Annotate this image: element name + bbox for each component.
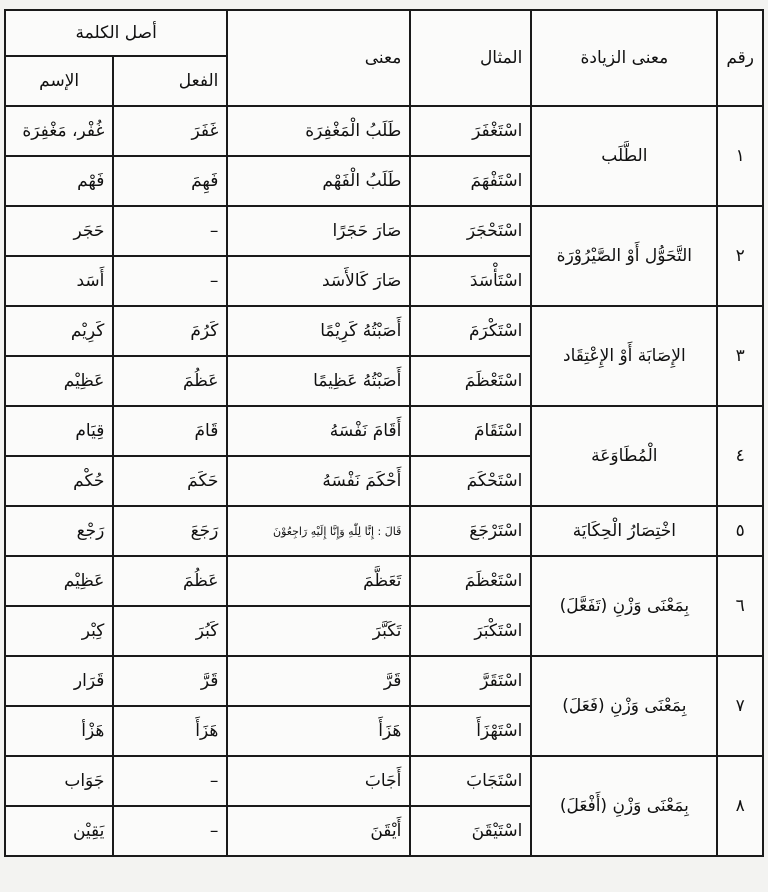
header-verb: الفعل [113,56,227,106]
row-number: ٤ [717,406,763,506]
verb-cell: قَرَّ [113,656,227,706]
row-number: ٧ [717,656,763,756]
header-noun: الإسم [5,56,113,106]
meaning-of-addition: بِمَعْنَى وَزْنِ (تَفَعَّلَ) [531,556,717,656]
header-meaning-of-addition: معنى الزيادة [531,10,717,106]
verb-cell: قَامَ [113,406,227,456]
verb-cell: – [113,256,227,306]
header-number: رقم [717,10,763,106]
example-cell: اسْتَكْبَرَ [410,606,531,656]
meaning-cell: أَصَبْتُهُ كَرِيْمًا [227,306,410,356]
row-number: ٨ [717,756,763,856]
verb-cell: عَظُمَ [113,556,227,606]
table-row [5,406,763,456]
meaning-cell: صَارَ حَجَرًا [227,206,410,256]
table-row [5,756,763,806]
header-word-origin: أصل الكلمة [5,10,227,56]
meaning-cell: أَجَابَ [227,756,410,806]
meaning-of-addition: التَّحَوُّل أَوْ الصَّيْرُوْرَة [531,206,717,306]
example-cell: اسْتَعْظَمَ [410,556,531,606]
noun-cell: فَهْم [5,156,113,206]
meaning-of-addition: بِمَعْنَى وَزْنِ (فَعَلَ) [531,656,717,756]
noun-cell: عَظِيْم [5,556,113,606]
meaning-of-addition: الإِصَابَة أَوْ الإِعْتِقَاد [531,306,717,406]
table-row [5,306,763,356]
meaning-cell: طَلَبُ الْفَهْم [227,156,410,206]
verb-cell: كَرُمَ [113,306,227,356]
example-cell: اسْتَعْظَمَ [410,356,531,406]
meaning-cell: أَصَبْتُهُ عَظِيمًا [227,356,410,406]
verb-cell: – [113,756,227,806]
meaning-of-addition: بِمَعْنَى وَزْنِ (أَفْعَلَ) [531,756,717,856]
noun-cell: هَزْأ [5,706,113,756]
verb-cell: – [113,206,227,256]
istifal-meanings-table [4,9,764,857]
meaning-cell: تَكَبَّرَ [227,606,410,656]
meaning-cell: تَعَظَّمَ [227,556,410,606]
meaning-of-addition: الطَّلَب [531,106,717,206]
noun-cell: حُكْم [5,456,113,506]
noun-cell: كِبْر [5,606,113,656]
verb-cell: فَهِمَ [113,156,227,206]
row-number: ٥ [717,506,763,556]
example-cell: اسْتَأْسَدَ [410,256,531,306]
example-cell: اسْتَيْقَنَ [410,806,531,856]
noun-cell: رَجْع [5,506,113,556]
verb-cell: رَجَعَ [113,506,227,556]
header-example: المثال [410,10,531,106]
meaning-cell: هَزَأَ [227,706,410,756]
noun-cell: قِيَام [5,406,113,456]
noun-cell: أَسَد [5,256,113,306]
example-cell: اسْتَغْفَرَ [410,106,531,156]
meaning-cell: أَيْقَنَ [227,806,410,856]
meaning-cell: أَقَامَ نَفْسَهُ [227,406,410,456]
example-cell: اسْتَهْزَأَ [410,706,531,756]
table-row [5,556,763,606]
row-number: ٣ [717,306,763,406]
noun-cell: غُفْر، مَغْفِرَة [5,106,113,156]
table-row [5,506,763,556]
noun-cell: كَرِيْم [5,306,113,356]
verb-cell: – [113,806,227,856]
example-cell: اسْتَفْهَمَ [410,156,531,206]
meaning-cell: قَرَّ [227,656,410,706]
noun-cell: حَجَر [5,206,113,256]
table-row [5,106,763,156]
meaning-of-addition: اخْتِصَارُ الْحِكَايَة [531,506,717,556]
noun-cell: عَظِيْم [5,356,113,406]
verb-cell: كَبُرَ [113,606,227,656]
example-cell: اسْتَقَامَ [410,406,531,456]
example-cell: اسْتَقَرَّ [410,656,531,706]
example-cell: اسْتَحْكَمَ [410,456,531,506]
meaning-cell: أَحْكَمَ نَفْسَهُ [227,456,410,506]
noun-cell: قَرَار [5,656,113,706]
verb-cell: عَظُمَ [113,356,227,406]
table-row [5,656,763,706]
row-number: ٦ [717,556,763,656]
example-cell: اسْتَحْجَرَ [410,206,531,256]
meaning-cell: طَلَبُ الْمَغْفِرَة [227,106,410,156]
example-cell: اسْتَكْرَمَ [410,306,531,356]
example-cell: اسْتَجَابَ [410,756,531,806]
verb-cell: حَكَمَ [113,456,227,506]
meaning-of-addition: الْمُطَاوَعَة [531,406,717,506]
table-row [5,206,763,256]
row-number: ٢ [717,206,763,306]
verb-cell: هَزَأَ [113,706,227,756]
row-number: ١ [717,106,763,206]
header-meaning: معنى [227,10,410,106]
noun-cell: يَقِيْن [5,806,113,856]
example-cell: اسْتَرْجَعَ [410,506,531,556]
meaning-cell: قَالَ : إِنَّا لِلّٰهِ وَإِنَّا إِلَيْهِ رَاجِعُوْنَ [227,506,410,556]
table-body [5,106,763,856]
noun-cell: جَوَاب [5,756,113,806]
meaning-cell: صَارَ كَالأَسَد [227,256,410,306]
verb-cell: غَفَرَ [113,106,227,156]
